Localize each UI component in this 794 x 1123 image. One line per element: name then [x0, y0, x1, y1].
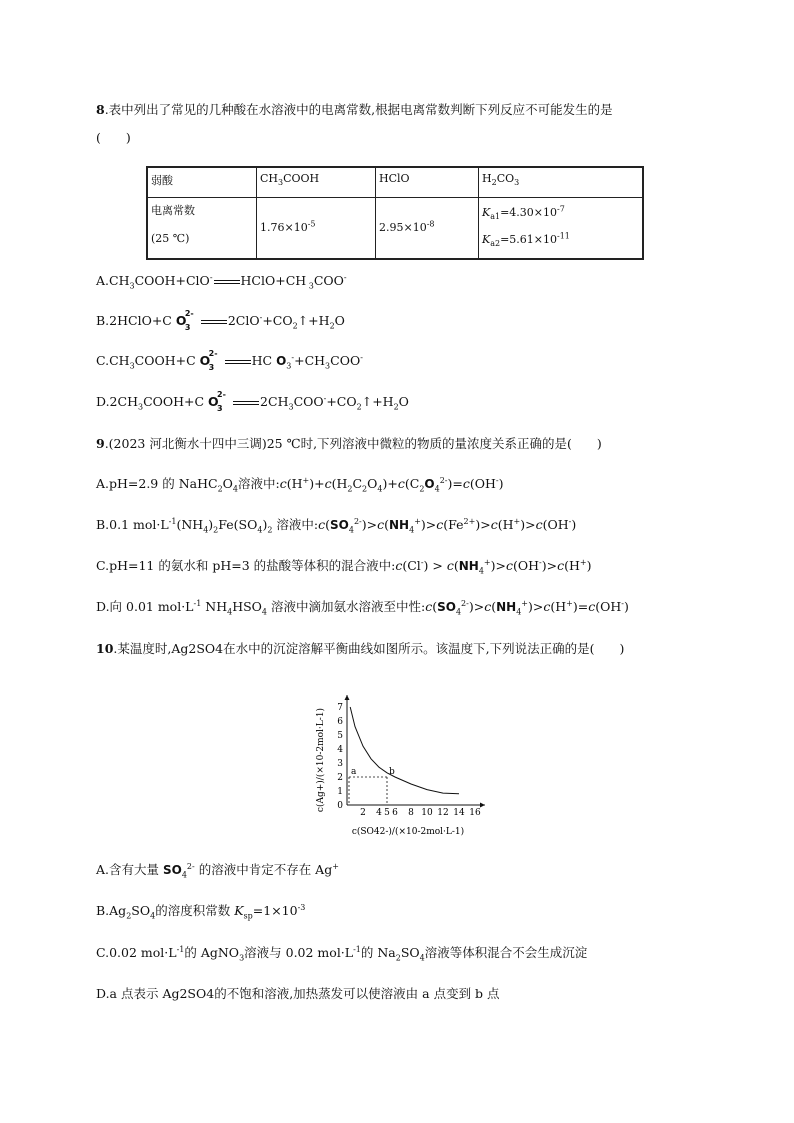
q8-stem: [96, 101, 613, 119]
chart-points: [351, 767, 395, 777]
y-tick-label: 4: [337, 745, 343, 755]
solubility-chart: [312, 682, 497, 842]
q9-option-c: C.pH=11 的氨水和 pH=3 的盐酸等体积的混合液中:c(Cl-) > $c(NH_4^+)>c(OH^-)>c(H^+)$: [96, 557, 592, 576]
y-axis-arrow: [345, 695, 350, 700]
q8-option-a: $A.CH_3COOH+ClO^-$ HClO+CH $_3$COO-: [96, 272, 347, 291]
value-ka1: $K_{a1}=4.30\times 10^{-7}$: [482, 203, 565, 221]
header-hclo: HClO: [376, 167, 479, 197]
x-tick-label: 8: [408, 808, 414, 818]
y-tick-label: 3: [337, 759, 343, 769]
table-header-row: [147, 167, 643, 197]
x-tick-label: 5: [384, 808, 390, 818]
header-weak-acid: [147, 167, 257, 197]
x-tick-label: 6: [392, 808, 398, 818]
y-tick-label: 7: [337, 703, 343, 713]
value-hclo: $2.95\times 10^{-8}$: [376, 197, 479, 259]
q10-number: 10: [96, 641, 114, 656]
value-ch3cooh: $1.76\times 10^{-5}$: [257, 197, 376, 259]
header-weak-acid-text: 弱酸: [151, 174, 173, 187]
header-h2co3: $H_2CO_3$: [479, 167, 644, 197]
x-axis-arrow: [480, 803, 485, 808]
q10-option-d: D.a 点表示 Ag2SO4的不饱和溶液,加热蒸发可以使溶液由 a 点变到 b 点: [96, 986, 500, 1001]
acid-constants-table: [146, 166, 644, 260]
q8-blank: ( ): [96, 130, 131, 145]
x-tick-label: 16: [469, 808, 481, 818]
q9-number: 9: [96, 436, 105, 451]
q9-stem-text: .(2023 河北衡水十四中三调)25 ℃时,下列溶液中微粒的物质的量浓度关系正确的是( ): [104, 436, 602, 451]
q9-option-a: A.pH=2.9 的 $NaHC_2O_4$溶液中$:c(H^+)+c(H_2C_2O_4)+c(C_2O_4^{2-})=c(OH^-)$: [96, 475, 504, 494]
q10-option-a: A.含有大量 $SO_4^{2-}$ 的溶液中肯定不存在 Ag+: [96, 861, 339, 880]
chart-ticks: [337, 703, 481, 818]
q10-option-b: $B.Ag_2SO_4$的溶度积常数 $K_{sp}=1\times 10^{-3}$: [96, 902, 306, 921]
q10-stem-text: .某温度时,Ag2SO4在水中的沉淀溶解平衡曲线如图所示。该温度下,下列说法正确的是( ): [113, 641, 625, 656]
q9-option-d: D.向 0.01 $mol\cdot L^{-1}$ $NH_4HSO_4$ 溶液中滴加氨水溶液至中性$:c(SO_4^{2-})>c(NH_4^+)>c(H^+)=c(OH^-)$: [96, 598, 629, 617]
x-tick-label: 12: [437, 808, 449, 818]
x-tick-label: 14: [453, 808, 465, 818]
x-tick-label: 10: [421, 808, 433, 818]
value-ka2: $K_{a2}=5.61\times 10^{-11}$: [482, 230, 570, 248]
y-tick-label: 0: [337, 801, 343, 811]
y-tick-label: 1: [337, 787, 343, 797]
header-ch3cooh: $CH_3COOH$: [257, 167, 376, 197]
point-label-a: a: [351, 767, 357, 777]
q8-number: 8: [96, 102, 105, 117]
chart-y-axis-label: c(Ag+)/(×10-2mol·L-1): [316, 707, 326, 813]
chart-guides: [349, 777, 387, 805]
value-h2co3: [479, 197, 644, 259]
q10-stem: [96, 640, 624, 658]
y-tick-label: 5: [337, 731, 343, 741]
y-tick-label: 6: [337, 717, 343, 727]
y-tick-label: 2: [337, 773, 343, 783]
solubility-curve: [350, 707, 459, 794]
x-tick-label: 4: [376, 808, 382, 818]
chart-axes: [345, 695, 486, 808]
row-label: [147, 197, 257, 259]
chart-x-axis-label: c(SO42-)/(×10-2mol·L-1): [351, 827, 465, 837]
table-value-row: [147, 197, 643, 259]
q9-option-b: B.0.1 $mol\cdot L^{-1}(NH_4)_2Fe(SO_4)_2$ 溶液中$:c(SO_4^{2-})>c(NH_4^+)>c(Fe^{2+})>c(H^+)>c(OH^-)$: [96, 516, 577, 535]
x-tick-label: 2: [360, 808, 366, 818]
q8-option-d: $D.2CH_3COOH+C$ O 2- 3 $2CH_3COO^-+CO_2↑+H_2O$: [96, 390, 409, 413]
q8-option-c: $C.CH_3COOH+C$ O 2- 3 HC $O_3^-+CH_3COO^-$: [96, 349, 363, 372]
point-label-b: b: [389, 767, 395, 777]
row-label-line2: (25 ℃): [151, 231, 190, 245]
q9-stem: [96, 435, 602, 453]
q8-option-b: B.2HClO+C O 2- 3 $2ClO^-+CO_2↑+H_2O$: [96, 309, 345, 332]
row-label-line1: 电离常数: [151, 203, 195, 217]
q8-stem-text: .表中列出了常见的几种酸在水溶液中的电离常数,根据电离常数判断下列反应不可能发生的是: [104, 102, 613, 117]
q10-option-c: C.0.02 $mol\cdot L^{-1}$的 AgNO$_3$溶液与 0.02 $mol\cdot L^{-1}$的 $Na_2SO_4$溶液等体积混合不会生成沉淀: [96, 944, 588, 963]
